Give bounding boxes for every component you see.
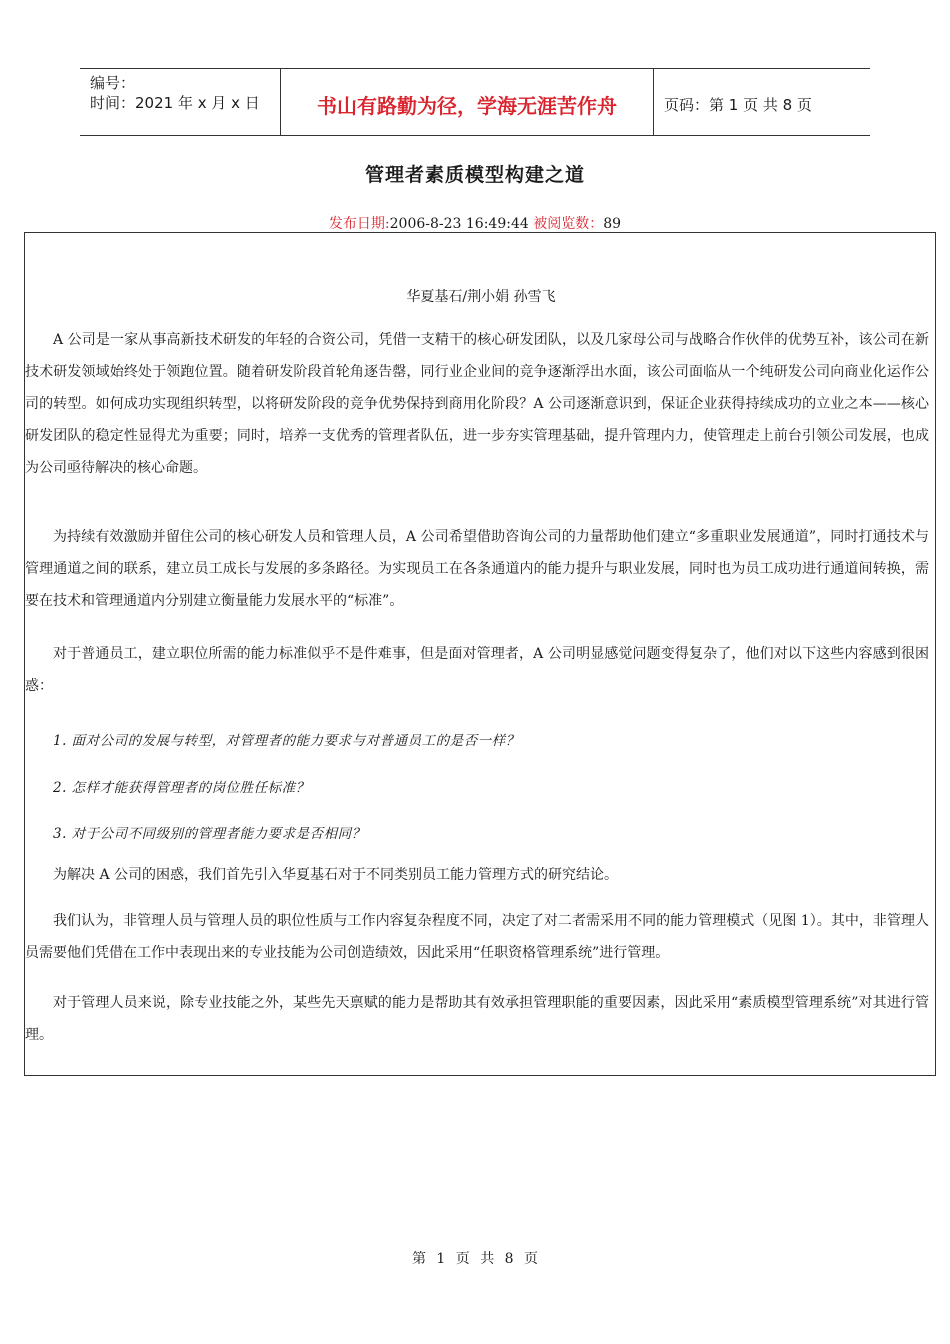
paragraph-1: A 公司是一家从事高新技术研发的年轻的合资公司，凭借一支精干的核心研发团队，以及几家母公司与战略合作伙伴的优势互补，该公司在新技术研发领域始终处于领跑位置。随着研发阶段首轮角逐告罄，同行业企业间的竞争逐渐浮出水面，该公司面临从一个纯研发公司向商业化运作公司的转型。如何成功实现组织转型，以将研发阶段的竞争优势保持到商用化阶段？A 公司逐渐意识到，保证企业获得持续成功的立业之本——核心研发团队的稳定性显得尤为重要；同时，培养一支优秀的管理者队伍，进一步夯实管理基础，提升管理内力，使管理走上前台引领公司发展，也成为公司亟待解决的核心命题。 [25, 332, 929, 476]
paragraph-3: 对于普通员工，建立职位所需的能力标准似乎不是件难事，但是面对管理者，A 公司明显感觉问题变得复杂了，他们对以下这些内容感到很困惑： [25, 646, 929, 694]
publish-meta [0, 213, 950, 233]
header-page-info: 页码：第 1 页 共 8 页 [664, 95, 812, 114]
paragraph-4: 为解决 A 公司的困惑，我们首先引入华夏基石对于不同类别员工能力管理方式的研究结论。 [53, 867, 619, 883]
article-content-box [24, 232, 936, 1076]
number-label: 编号： [90, 74, 136, 92]
header-left-cell [80, 69, 281, 135]
document-title: 管理者素质模型构建之道 [364, 164, 585, 186]
article-authors: 华夏基石/荆小娟 孙雪飞 [406, 289, 556, 305]
header-table [80, 68, 870, 136]
views-count: 89 [603, 216, 622, 232]
paragraph-6: 对于管理人员来说，除专业技能之外，某些先天禀赋的能力是帮助其有效承担管理职能的重要因素，因此采用“素质模型管理系统”对其进行管理。 [25, 995, 929, 1043]
publish-date: 2006-8-23 16:49:44 [389, 216, 529, 232]
question-1: 1. 面对公司的发展与转型，对管理者的能力要求与对普通员工的是否一样？ [53, 733, 520, 749]
views-label: 被阅览数： [533, 216, 604, 232]
time-label: 时间：2021 年 x 月 x 日 [90, 94, 260, 112]
publish-label: 发布日期: [328, 216, 390, 232]
header-motto: 书山有路勤为径，学海无涯苦作舟 [281, 69, 654, 135]
question-3: 3. 对于公司不同级别的管理者能力要求是否相同？ [53, 826, 366, 842]
paragraph-2: 为持续有效激励并留住公司的核心研发人员和管理人员，A 公司希望借助咨询公司的力量帮助他们建立“多重职业发展通道”，同时打通技术与管理通道之间的联系，建立员工成长与发展的多条路径。为实现员工在各条通道内的能力提升与职业发展，同时也为员工成功进行通道间转换，需要在技术和管理通道内分别建立衡量能力发展水平的“标准”。 [25, 529, 929, 609]
question-2: 2. 怎样才能获得管理者的岗位胜任标准？ [53, 780, 310, 796]
page-footer: 第 1 页 共 8 页 [411, 1251, 539, 1267]
paragraph-5: 我们认为，非管理人员与管理人员的职位性质与工作内容复杂程度不同，决定了对二者需采用不同的能力管理模式（见图 1）。其中，非管理人员需要他们凭借在工作中表现出来的专业技能为公司创造绩效，因此采用“任职资格管理系统”进行管理。 [25, 913, 929, 961]
